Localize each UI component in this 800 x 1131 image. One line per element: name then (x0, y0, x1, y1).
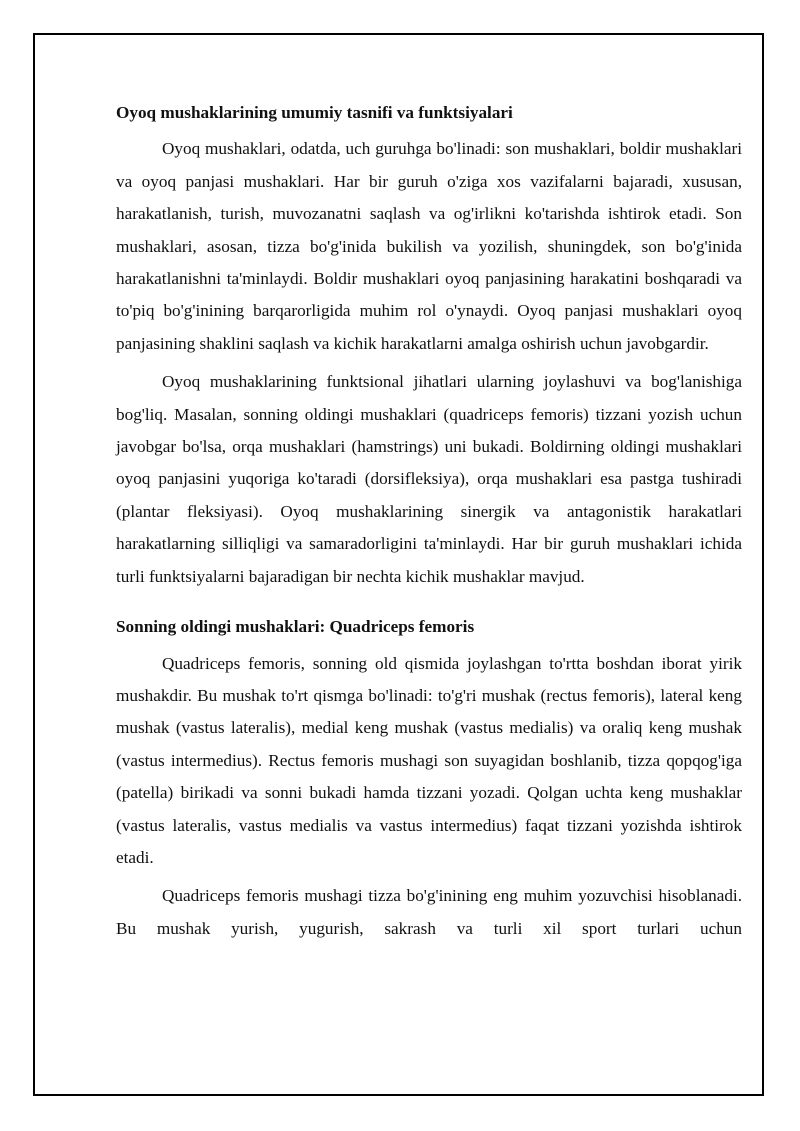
paragraph: Oyoq mushaklarining funktsional jihatlari ularning joylashuvi va bog'lanishiga bog'liq. Masalan, sonning oldingi mushaklari (quadriceps femoris) tizzani yozish uchun javobgar bo'lsa, orqa mushaklari (hamstrings) uni bukadi. Boldirning oldingi mushaklari oyoq panjasini yuqoriga ko'taradi (dorsifleksiya), orqa mushaklari esa pastga tushiradi (plantar fleksiyasi). Oyoq mushaklarining sinergik va antagonistik harakatlari harakatlarning silliqligi va samaradorligini ta'minlaydi. Har bir guruh mushaklari ichida turli funktsiyalarni bajaradigan bir nechta kichik mushaklar mavjud. (116, 372, 742, 586)
paragraph: Quadriceps femoris mushagi tizza bo'g'inining eng muhim yozuvchisi hisoblanadi. Bu mushak yurish, yugurish, sakrash va turli xil sport turlari uchun (116, 886, 742, 938)
section-heading: Sonning oldingi mushaklari: Quadriceps femoris (116, 617, 475, 637)
document-body (116, 97, 742, 945)
paragraph: Oyoq mushaklari, odatda, uch guruhga bo'linadi: son mushaklari, boldir mushaklari va oyoq panjasi mushaklari. Har bir guruh o'ziga xos vazifalarni bajaradi, xususan, harakatlanish, turish, muvozanatni saqlash va og'irlikni ko'tarishda ishtirok etadi. Son mushaklari, asosan, tizza bo'g'inida bukilish va yozilish, shuningdek, son bo'g'inida harakatlanishni ta'minlaydi. Boldir mushaklari oyoq panjasining harakatini boshqaradi va to'piq bo'g'inining barqarorligida muhim rol o'ynaydi. Oyoq panjasi mushaklari oyoq panjasining shaklini saqlash va kichik harakatlarni amalga oshirish uchun javobgardir. (116, 139, 742, 353)
section-heading: Oyoq mushaklarining umumiy tasnifi va funktsiyalari (116, 103, 513, 122)
paragraph: Quadriceps femoris, sonning old qismida joylashgan to'rtta boshdan iborat yirik mushakdir. Bu mushak to'rt qismga bo'linadi: to'g'ri mushak (rectus femoris), lateral keng mushak (vastus lateralis), medial keng mushak (vastus medialis) va oraliq keng mushak (vastus intermedius). Rectus femoris mushagi son suyagidan boshlanib, tizza qopqog'iga (patella) birikadi va sonni bukadi hamda tizzani yozadi. Qolgan uchta keng mushaklar (vastus lateralis, vastus medialis va vastus intermedius) faqat tizzani yozishda ishtirok etadi. (116, 653, 742, 867)
